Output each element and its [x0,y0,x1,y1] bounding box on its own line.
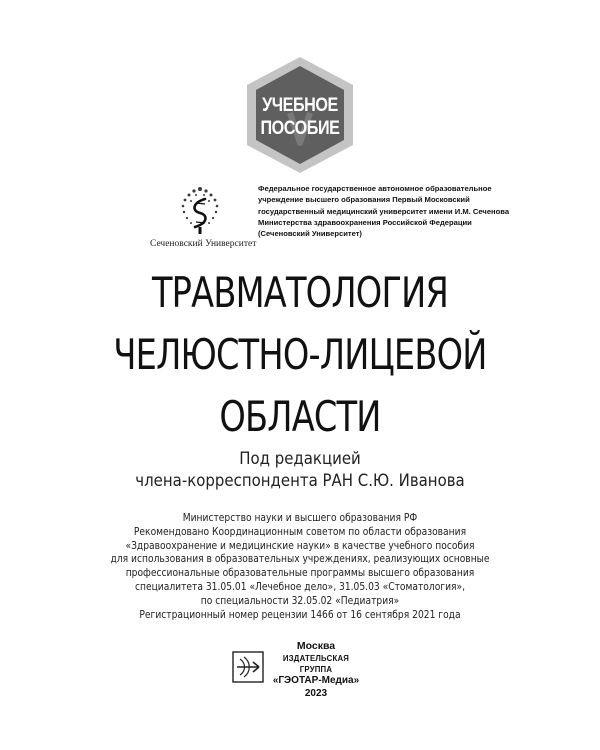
approval-line: специалитета 31.05.01 «Лечебное дело», 31.05.03 «Стоматология», [134,580,466,593]
badge-line-1: УЧЕБНОЕ [262,95,338,116]
approval-line: по специальности 32.05.02 «Педиатрия» [200,594,400,607]
approval-statement [0,512,600,622]
university-logo [150,183,257,253]
approval-line: «Здравоохранение и медицинские науки» в качестве учебного пособия [125,539,475,552]
approval-line: для использования в образовательных учреждениях, реализующих основные [110,553,490,566]
university-logo-caption: Сеченовский Университет [150,239,257,249]
institution-line: Федеральное государственное автономное образовательное [258,184,492,193]
institution-line: государственный медицинский университет имени И.М. Сеченова [258,206,510,216]
book-title [0,262,600,448]
textbook-badge [243,55,357,175]
publisher-city: Москва [296,640,336,652]
title-line: ЧЕЛЮСТНО-ЛИЦЕВОЙ [113,330,487,379]
publisher-imprint [266,640,366,700]
approval-line: Регистрационный номер рецензии 1466 от 16 сентября 2021 года [139,608,461,621]
editor-line: Под редакцией [239,449,361,469]
approval-line: Министерство науки и высшего образования РФ [182,512,418,524]
institution-line: Министерства здравоохранения Российской Федерации [258,217,472,227]
badge-line-2: ПОСОБИЕ [260,118,340,139]
institution-line: учреждение высшего образования Первый Московский [258,195,470,205]
title-line: ОБЛАСТИ [219,392,381,441]
publisher-group: ИЗДАТЕЛЬСКАЯ ГРУППА [282,654,350,674]
institution-line: (Сеченовский Университет) [258,229,362,239]
university-emblem-icon [172,183,228,235]
publisher-logo-icon [232,651,264,683]
approval-line: профессиональные образовательные программы высшего образования [125,567,475,580]
institution-info [258,183,510,239]
publisher-name: «ГЭОТАР-Медиа» [272,675,360,686]
title-line: ТРАВМАТОЛОГИЯ [151,268,449,317]
editor-credit [0,448,600,492]
publication-year: 2023 [304,688,328,699]
approval-line: Рекомендовано Координационным советом по области образования [133,525,467,538]
editor-line: члена-корреспондента РАН С.Ю. Иванова [135,471,465,491]
